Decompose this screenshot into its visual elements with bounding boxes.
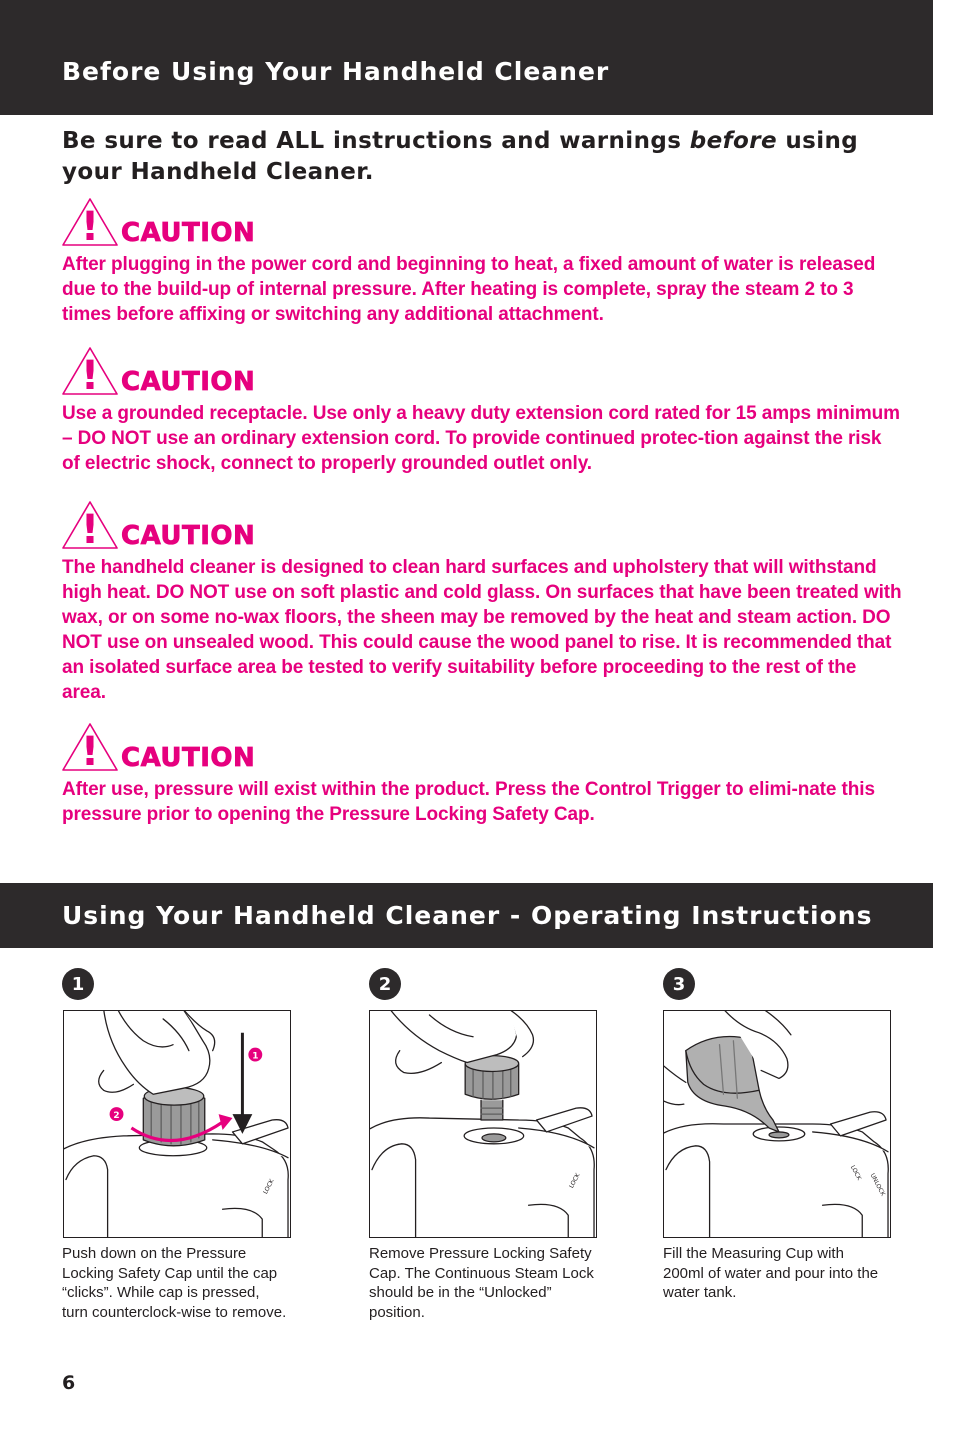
caution-text: After use, pressure will exist within the product. Press the Control Trigger to elimi-nate this pressure prior to opening the Pressure Locking Safety Cap. [62, 779, 875, 825]
caution-title: CAUTION [121, 367, 256, 397]
warning-icon [62, 198, 118, 246]
lock-label: LOCK [568, 1172, 582, 1190]
warning-icon [62, 501, 118, 549]
svg-text:!: ! [80, 353, 100, 395]
step-1-illustration [63, 1010, 291, 1238]
fill-water-illustration [664, 1011, 890, 1237]
warning-icon [62, 723, 118, 771]
arrow-label-1: 1 [252, 1051, 259, 1062]
step-number-badge: 2 [369, 968, 401, 1000]
intro-emphasis: before [689, 128, 777, 154]
caution-block [62, 198, 902, 327]
warning-icon [62, 347, 118, 395]
arrow-label-2: 2 [113, 1111, 120, 1122]
step-number-badge: 1 [62, 968, 94, 1000]
step-3-description: Fill the Measuring Cup with 200ml of water and pour into the water tank. [663, 1245, 879, 1301]
caution-title: CAUTION [121, 743, 256, 773]
intro-warning: Be sure to read ALL instructions and warnings before using your Handheld Cleaner. [62, 128, 859, 185]
caution-block [62, 501, 902, 705]
page-number: 6 [62, 1372, 76, 1394]
caution-text: Use a grounded receptacle. Use only a heavy duty extension cord rated for 15 amps minimum – DO NOT use an ordinary extension cord. To provide continued protec-tion against the risk of electric shock, connect to properly grounded outlet only. [62, 403, 900, 474]
caution-text: The handheld cleaner is designed to clean hard surfaces and upholstery that will withstand high heat. DO NOT use on soft plastic and cold glass. On surfaces that have been treated with wax, or on some no-wax floors, the sheen may be removed by the heat and steam action. DO NOT use on unsealed wood. This could cause the wood panel to rise. It is recommended that an isolated surface area be tested to verify suitability before proceeding to the rest of the area. [62, 557, 902, 703]
unlock-label: UNLOCK [868, 1172, 887, 1198]
caution-title: CAUTION [121, 521, 256, 551]
caution-block [62, 723, 902, 827]
caution-text: After plugging in the power cord and beginning to heat, a fixed amount of water is released due to the build-up of internal pressure. After heating is complete, spray the steam 2 to 3 times before affixing or switching any additional attachment. [62, 254, 876, 325]
step-3-illustration [663, 1010, 891, 1238]
step-2-illustration [369, 1010, 597, 1238]
section-header-before-using [0, 0, 933, 115]
svg-text:!: ! [80, 729, 100, 771]
section-title: Using Your Handheld Cleaner - Operating Instructions [62, 901, 873, 930]
remove-cap-illustration [64, 1011, 290, 1237]
caution-title: CAUTION [121, 218, 256, 248]
caution-block [62, 347, 902, 476]
cap-removed-illustration [370, 1011, 596, 1237]
step-2-description: Remove Pressure Locking Safety Cap. The Continuous Steam Lock should be in the “Unlocked” position. [369, 1245, 594, 1321]
section-header-operating-instructions [0, 883, 933, 948]
lock-label: LOCK [262, 1178, 276, 1196]
section-title: Before Using Your Handheld Cleaner [62, 57, 610, 86]
lock-label: LOCK [848, 1164, 863, 1182]
step-number-badge: 3 [663, 968, 695, 1000]
svg-text:!: ! [80, 507, 100, 549]
step-1-description: Push down on the Pressure Locking Safety Cap until the cap “clicks”. While cap is pressed, turn counterclock-wise to remove. [62, 1245, 287, 1321]
svg-text:!: ! [80, 204, 100, 246]
